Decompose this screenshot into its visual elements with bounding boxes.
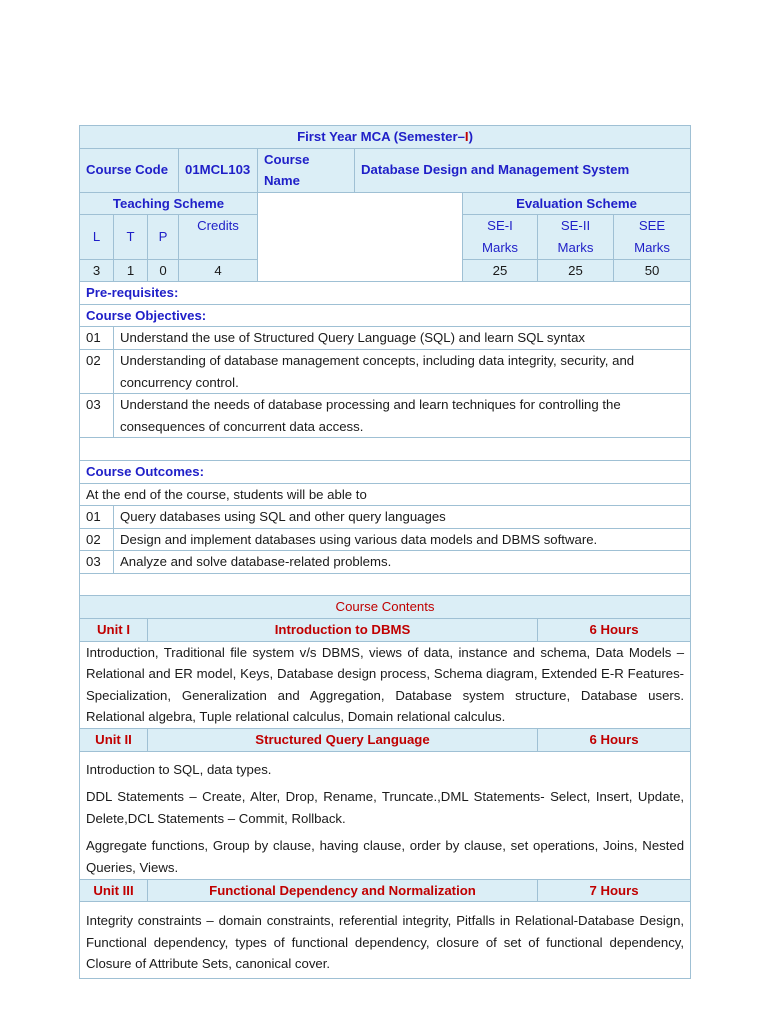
eval-value-se1: 25 — [463, 259, 538, 282]
eval-col-see — [614, 215, 691, 259]
unit-content — [80, 641, 691, 728]
title-suffix: ) — [468, 129, 473, 144]
outcomes-intro: At the end of the course, students will be able to — [80, 483, 691, 506]
eval-col-see-line1: SEE — [638, 218, 666, 234]
unit-label: Unit III — [80, 879, 148, 902]
outcome-number: 02 — [80, 528, 114, 551]
teaching-col-credits: Credits — [179, 215, 258, 259]
objectives-label: Course Objectives: — [80, 304, 691, 327]
unit-content — [80, 751, 691, 879]
outcomes-label: Course Outcomes: — [80, 460, 691, 483]
unit-content — [80, 902, 691, 979]
teaching-value-credits: 4 — [179, 259, 258, 282]
eval-value-see: 50 — [614, 259, 691, 282]
prerequisites-label: Pre-requisites: — [80, 282, 691, 305]
eval-col-see-line2: Marks — [634, 239, 670, 255]
unit-hours: 6 Hours — [538, 619, 691, 642]
outcome-text: Design and implement databases using various data models and DBMS software. — [114, 528, 691, 551]
unit-paragraph: Introduction to SQL, data types. — [86, 761, 272, 777]
eval-value-se2: 25 — [538, 259, 614, 282]
outcome-number: 03 — [80, 551, 114, 574]
spacer-row — [80, 438, 691, 461]
course-code-value: 01MCL103 — [179, 148, 258, 192]
course-name-value: Database Design and Management System — [355, 148, 691, 192]
title-semester-roman: I — [464, 129, 469, 144]
eval-col-se1-line1: SE-I — [487, 218, 513, 234]
unit-label: Unit II — [80, 729, 148, 752]
teaching-value-t: 1 — [114, 259, 148, 282]
eval-col-se2-line1: SE-II — [560, 218, 591, 234]
course-name-label: Course Name — [258, 148, 355, 192]
unit-paragraph: Integrity constraints – domain constraints, referential integrity, Pitfalls in Relational-Database Design, Functional dependency, types of functional dependency, closure of set of functional dependency, Closure of Attribute Sets, canonical cover. — [86, 913, 685, 972]
teaching-value-l: 3 — [80, 259, 114, 282]
title-prefix: First Year MCA (Semester– — [297, 129, 465, 144]
unit-title: Structured Query Language — [148, 729, 538, 752]
spacer-row — [80, 573, 691, 596]
teaching-col-t: T — [114, 215, 148, 259]
eval-col-se1-line2: Marks — [482, 239, 518, 255]
teaching-value-p: 0 — [148, 259, 179, 282]
outcome-text: Analyze and solve database-related problems. — [114, 551, 691, 574]
course-code-label: Course Code — [80, 148, 179, 192]
unit-paragraph: DDL Statements – Create, Alter, Drop, Rename, Truncate.,DML Statements- Select, Insert, Update, Delete,DCL Statements – Commit, Rollback. — [86, 789, 685, 826]
objective-text: Understand the needs of database processing and learn techniques for controlling the consequences of concurrent data access. — [114, 394, 691, 438]
evaluation-scheme-label: Evaluation Scheme — [463, 192, 691, 215]
objective-number: 02 — [80, 349, 114, 393]
unit-label: Unit I — [80, 619, 148, 642]
eval-col-se2 — [538, 215, 614, 259]
syllabus-table — [79, 125, 691, 979]
unit-paragraph: Introduction, Traditional file system v/s DBMS, views of data, instance and schema, Data Models – Relational and ER model, Keys, Database design process, Schema diagram, Extended E-R Features- Specialization, Generalization and Aggregation, Database system structure, Database users. Relational algebra, Tuple relational calculus, Domain relational calculus. — [86, 644, 685, 725]
teaching-col-l: L — [80, 215, 114, 259]
eval-col-se1 — [463, 215, 538, 259]
outcome-number: 01 — [80, 506, 114, 529]
objective-text: Understand the use of Structured Query Language (SQL) and learn SQL syntax — [114, 327, 691, 350]
teaching-scheme-label: Teaching Scheme — [80, 192, 258, 215]
course-title — [80, 126, 691, 149]
unit-hours: 7 Hours — [538, 879, 691, 902]
objective-text: Understanding of database management concepts, including data integrity, security, and concurrency control. — [114, 349, 691, 393]
course-contents-label: Course Contents — [80, 596, 691, 619]
objective-number: 03 — [80, 394, 114, 438]
eval-col-se2-line2: Marks — [557, 239, 594, 255]
unit-title: Introduction to DBMS — [148, 619, 538, 642]
unit-paragraph: Aggregate functions, Group by clause, having clause, order by clause, set operations, Joins, Nested Queries, Views. — [86, 838, 685, 875]
unit-hours: 6 Hours — [538, 729, 691, 752]
scheme-blank-cell — [258, 192, 463, 281]
outcome-text: Query databases using SQL and other query languages — [114, 506, 691, 529]
teaching-col-p: P — [148, 215, 179, 259]
objective-number: 01 — [80, 327, 114, 350]
unit-title: Functional Dependency and Normalization — [148, 879, 538, 902]
